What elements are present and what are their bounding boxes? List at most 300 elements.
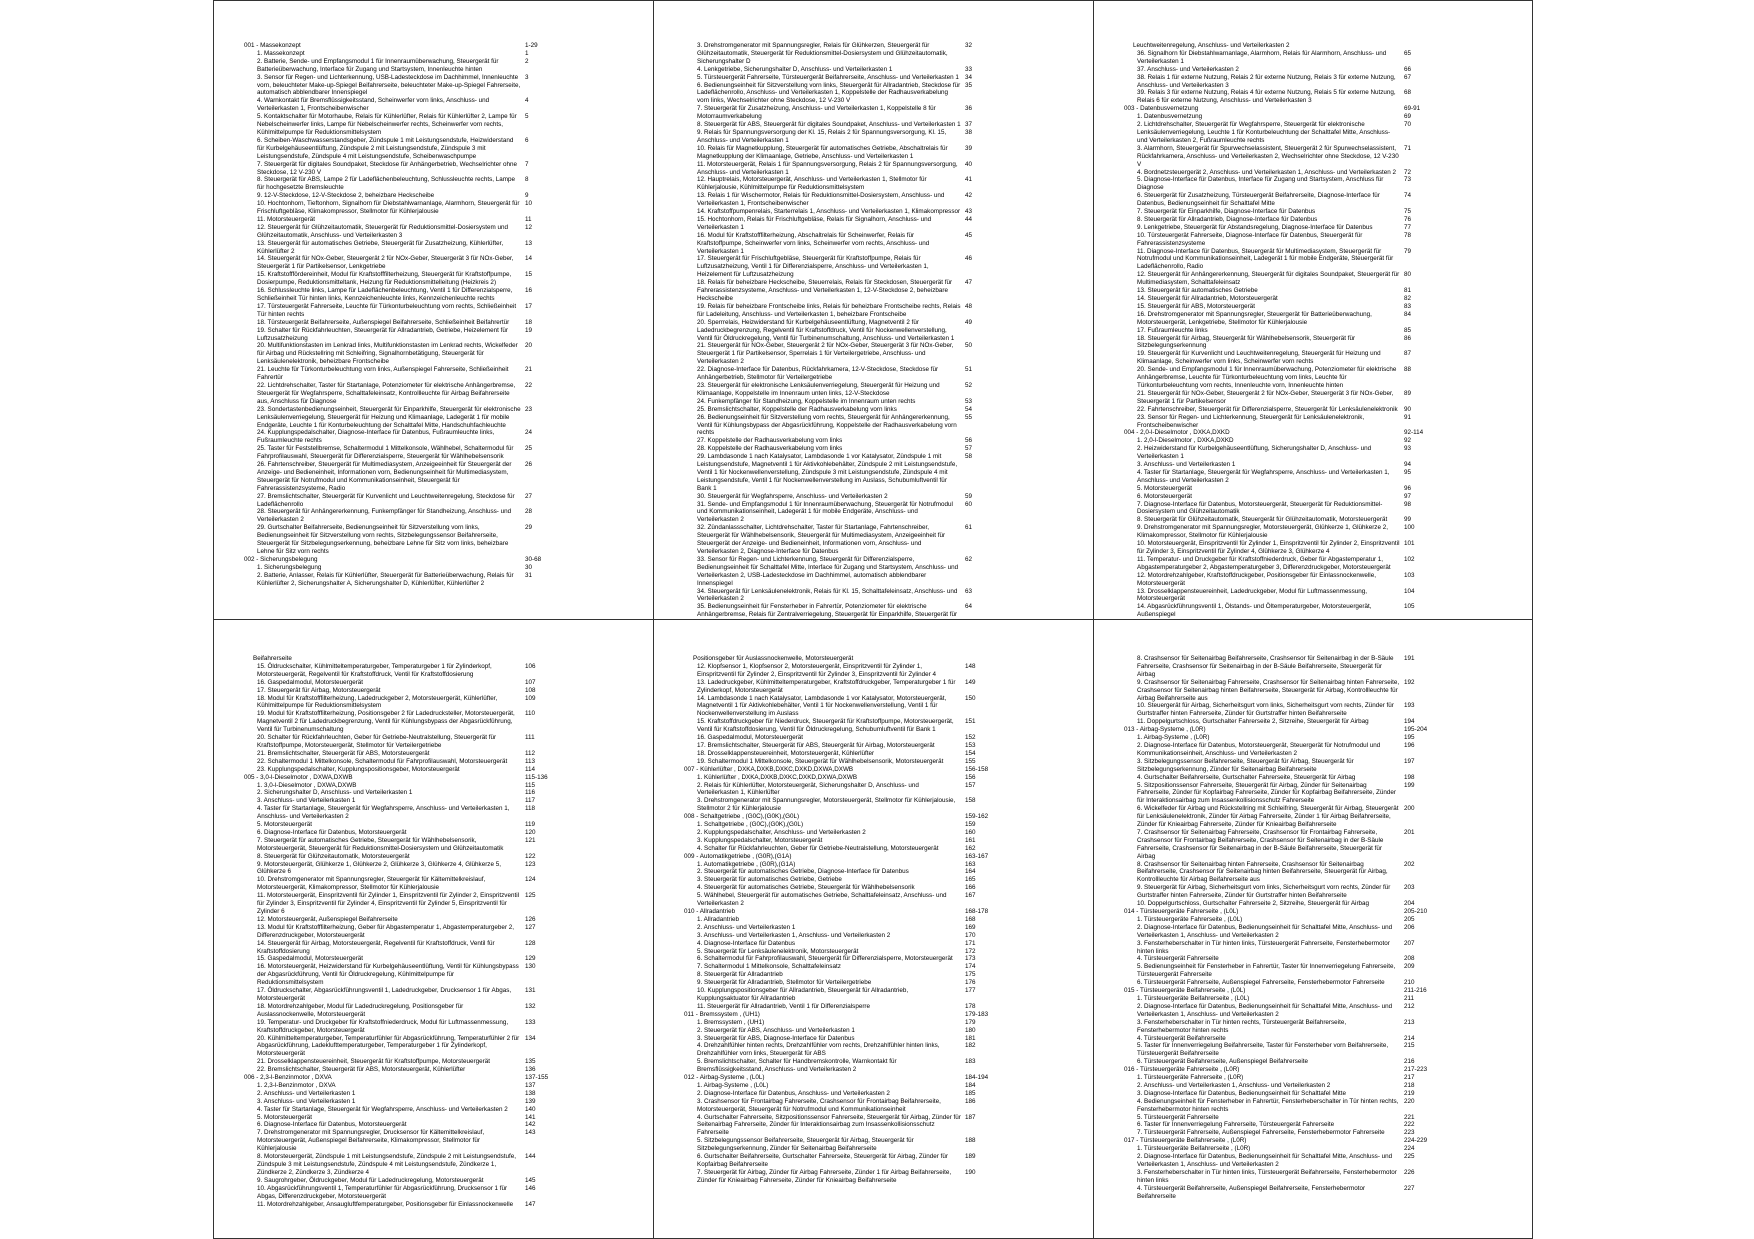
entry-page-number: 45: [965, 231, 973, 239]
toc-entry: [684, 121, 1023, 129]
entry-title: 7. Diagnose-Interface für Datenbus, Motorsteuergerät, Steuergerät für Reduktionsmittel-Dosiersystem und Glühzeitautomatik: [1137, 500, 1383, 516]
toc-entry: [1124, 1058, 1462, 1066]
entry-title: 5. Bremslichtschalter, Schalter für Handbremskontrolle, Warnkontakt für Bremsflüssigkeitsstand, Anschluss- und Verteilerkasten 2: [697, 1058, 897, 1074]
toc-entry: [244, 161, 583, 177]
entry-title: 34. Steuergerät für Lenksäulenelektronik, Relais für Kl. 15, Schalttafeleinsatz, Anschluss- und Verteilerkasten 2: [697, 587, 958, 603]
toc-entry: [684, 493, 1023, 501]
toc-entry: [684, 524, 1023, 556]
index-page-3: [1093, 0, 1533, 620]
entry-page-number: 201: [1404, 828, 1415, 836]
entry-page-number: 153: [965, 741, 976, 749]
entry-title: 2. Steuergerät für ABS, Anschluss- und Verteilerkasten 1: [697, 1026, 855, 1034]
entry-title: 001 - Massekonzept: [244, 42, 301, 49]
toc-entry: [684, 655, 1023, 663]
entry-page-number: 26: [525, 461, 533, 469]
entry-title: 8. Crashsensor für Seitenairbag hinten Fahrerseite, Crashsensor für Seitenairbag Beifahrerseite, Crashsensor für Seitenairbag hinten Beifahrerseite, Steuergerät für Airbag, Kontrollleuchte für Airbag Beifahrerseite aus: [1137, 860, 1388, 884]
entry-title: 002 - Sicherungsbelegung: [244, 555, 318, 563]
toc-entry: [244, 758, 583, 766]
entry-title: 1. Türsteuergeräte Fahrerseite , (L0R): [1137, 1074, 1244, 1082]
entry-title: 15. Öldruckschalter, Kühlmitteltemperaturgeber, Temperaturgeber 1 für Zylinderkopf, Motorsteuergerät, Regelventil für Kraftstoffdruck, Ventil für Kraftstoffdosierung: [257, 662, 492, 678]
entry-title: 2. Batterie, Sende- und Empfangsmodul 1 für Innenraumüberwachung, Steuergerät für Batterieüberwachung, Interface für Zugang und Startsystem, Innenleuchte hinten: [257, 57, 499, 73]
entry-title: 3. Sensor für Regen- und Lichterkennung, USB-Ladesteckdose im Dachhimmel, Innenleuchte vorn, beleuchteter Make-up-Spiegel Beifahrerseite, beleuchteter Make-up-Spiegel Fahrerseite, automatisch abblendbarer Innenspiegel: [257, 73, 521, 97]
toc-entry: [684, 734, 1023, 742]
toc-entry: [244, 1066, 583, 1074]
entry-title: 19. Modul für Kraftstofffilterheizung, Positionsgeber 2 für Ladedrucksteller, Motorsteuergerät, Magnetventil 2 für Ladedruckbegrenzung, Ventil für Kühlungsbypass der Abgasrückführung, Ventil für Turbinenumschaltung: [257, 710, 515, 734]
entry-title: 2. Diagnose-Interface für Datenbus, Bedienungseinheit für Schalttafel Mitte, Anschluss- und Verteilerkasten 1, Anschluss- und Verteilerkasten 2: [1137, 923, 1393, 939]
toc-entry: [684, 916, 1023, 924]
entry-title: 9. Crashsensor für Seitenairbag Fahrerseite, Crashsensor für Seitenairbag hinten Fahrerseite, Crashsensor für Seitenairbag hinten Beifahrerseite, Steuergerät für Airbag, Kontrollleuchte für Airbag Beifahrerseite aus: [1137, 678, 1400, 702]
toc-entry: [1124, 524, 1462, 540]
entry-title: 8. Crashsensor für Seitenairbag Beifahrerseite, Crashsensor für Seitenairbag in der B-Säule Fahrerseite, Crashsensor für Seitenairbag in der B-Säule Beifahrerseite, Steuergerät für Airbag: [1137, 655, 1394, 678]
entry-title: 7. Steuergerät für Zusatzheizung, Anschluss- und Verteilerkasten 1, Koppelstelle 8 für Motorraumverkabelung: [697, 105, 936, 121]
toc-entry: [244, 734, 583, 750]
toc-entry: [244, 445, 583, 461]
entry-title: 3. Drehstromgenerator mit Spannungsregler, Motorsteuergerät, Stellmotor für Kühlerjalousie, Stellmotor 2 für Kühlerjalousie: [697, 797, 956, 813]
toc-entry: [1124, 916, 1462, 924]
entry-title: 4. Schalter für Rückfahrleuchten, Geber für Getriebe-Neutralstellung, Motorsteuergerät: [697, 844, 939, 852]
entry-page-number: 67: [1404, 73, 1412, 81]
toc-entry: [1124, 469, 1462, 485]
entry-page-number: 175: [965, 971, 976, 979]
entry-page-number: 173: [965, 955, 976, 963]
entry-page-number: 148: [965, 662, 976, 670]
toc-entry: [1124, 1145, 1462, 1153]
entry-page-number: 126: [525, 915, 536, 923]
toc-entry: [1124, 995, 1462, 1003]
entry-page-number: 207: [1404, 939, 1415, 947]
toc-entry: [244, 695, 583, 711]
toc-entry: [244, 303, 583, 319]
entry-page-number: 164: [965, 868, 976, 876]
entry-page-number: 191: [1404, 655, 1415, 662]
toc-entry: [684, 437, 1023, 445]
entry-page-number: 107: [525, 678, 536, 686]
entry-title: 37. Anschluss- und Verteilerkasten 2: [1137, 65, 1239, 73]
entry-title: 009 - Automatikgetriebe , (G0R),(G1A): [684, 852, 792, 860]
toc-entry: [244, 287, 583, 303]
entry-page-number: 48: [965, 302, 973, 310]
toc-entry: [1124, 1114, 1462, 1122]
entry-title: 015 - Türsteuergeräte Beifahrerseite , (L0L): [1124, 987, 1246, 995]
entry-page-number: 27: [525, 492, 533, 500]
entry-page-number: 71: [1404, 144, 1412, 152]
entry-title: 6. Taster für Innenverriegelung Fahrerseite, Türsteuergerät Fahrerseite: [1137, 1121, 1335, 1129]
entry-page-number: 161: [965, 836, 976, 844]
toc-entry: [684, 742, 1023, 750]
entry-title: 14. Steuergerät für Allradantrieb, Motorsteuergerät: [1137, 295, 1278, 302]
entry-title: 13. Drosselklappensteuereinheit, Ladedruckgeber, Modul für Luftmassenmessung, Motorsteuergerät: [1137, 587, 1367, 603]
toc-entry: [244, 821, 583, 829]
entry-page-number: 192: [1404, 678, 1415, 686]
entry-page-number: 10: [525, 200, 533, 208]
entry-page-number: 182: [965, 1042, 976, 1050]
toc-entry: [684, 1035, 1023, 1043]
toc-entry: [684, 556, 1023, 588]
entry-page-number: 63: [965, 587, 973, 595]
toc-entry: [1124, 540, 1462, 556]
toc-entry: [244, 1114, 583, 1122]
entry-page-number: 100: [1404, 524, 1415, 532]
entry-page-number: 158: [965, 797, 976, 805]
entry-title: 22. Lichtdrehschalter, Taster für Startanlage, Potenziometer für elektrische Anhängerbremse, Steuergerät für Wegfahrsperre, Schalttafeleinsatz, Kontrollleuchte für Airbag Beifahrerseite aus, Anschluss für Diagnose: [257, 381, 516, 405]
toc-entry: [684, 1003, 1023, 1011]
entry-page-number: 119: [525, 821, 536, 829]
toc-entry: [1124, 74, 1462, 90]
toc-entry: [244, 829, 583, 837]
toc-entry: [244, 987, 583, 1003]
entry-page-number: 20: [525, 342, 533, 350]
entry-page-number: 61: [965, 524, 973, 532]
entry-title: 3. Steuergerät für automatisches Getriebe, Getriebe: [697, 876, 842, 884]
entry-page-number: 111: [525, 734, 535, 742]
entry-title: 1. 2,0-l-Dieselmotor , DXKA,DXKD: [1137, 437, 1234, 445]
entry-page-number: 68: [1404, 89, 1412, 97]
entry-title: 12. Klopfsensor 1, Klopfsensor 2, Motorsteuergerät, Einspritzventil für Zylinder 1, Einspritzventil für Zylinder 2, Einspritzventil für Zylinder 3, Einspritzventil für Zylinder 4: [697, 662, 937, 678]
entry-page-number: 1: [525, 49, 529, 57]
toc-entry: [244, 240, 583, 256]
entry-page-number: 112: [525, 749, 536, 757]
toc-entry: [684, 1137, 1023, 1153]
toc-entry: [1124, 774, 1462, 782]
entry-page-number: 150: [965, 694, 976, 702]
entry-title: 16. Modul für Kraftstofffilterheizung, Abschaltrelais für Scheinwerfer, Relais für Kraftstoffpumpe, Scheinwerfer vorn links, Scheinwerfer vorn rechts, Anschluss- und Verteilerkasten 1: [697, 231, 930, 255]
toc-entry: [684, 1153, 1023, 1169]
entry-page-number: 179: [965, 1018, 976, 1026]
entry-title: 20. Sperrrelais, Heizwiderstand für Kurbelgehäuseentlüftung, Magnetventil 2 für Ladedruckbegrenzung, Regelventil für Kraftstoffdruck, Ventil für Nockenwellenverstellung, Ventil für Öldruckregelung, Ventil für Turbinenumschaltung, Anschluss- und Verteilerkasten 1: [697, 318, 955, 342]
entry-title: 7. Crashsensor für Seitenairbag Fahrerseite, Crashsensor für Frontairbag Fahrerseite, Crashsensor für Frontairbag Beifahrerseite, Crashsensor für Seitenairbag in der B-Säule Fahrerseite, Crashsensor für Seitenairbag in der B-Säule Beifahrerseite, Steuergerät für Airbag: [1137, 828, 1384, 860]
toc-entry: [244, 876, 583, 892]
toc-entry: [1124, 1082, 1462, 1090]
entry-title: 21. Bremslichtschalter, Steuergerät für ABS, Motorsteuergerät: [257, 749, 430, 757]
entry-title: 4. Türsteuergerät Beifahrerseite, Außenspiegel Beifahrerseite, Fensterhebermotor Beifahrerseite: [1137, 1184, 1366, 1200]
entry-title: 15. Gaspedalmodul, Motorsteuergerät: [257, 955, 364, 963]
toc-entry: [1124, 311, 1462, 327]
toc-entry: [684, 695, 1023, 719]
entry-title: 7. Steuergerät für Airbag, Zünder für Airbag Fahrerseite, Zünder 1 für Airbag Beifahrerseite, Zünder für Knieairbag Fahrerseite, Zünder für Knieairbag Beifahrerseite: [697, 1168, 952, 1184]
entry-title: 3. Steuergerät für ABS, Diagnose-Interface für Datenbus: [697, 1034, 855, 1042]
toc-entry: [1124, 1129, 1462, 1137]
entry-page-number: 166: [965, 884, 976, 892]
entry-title: 16. Motorsteuergerät, Heizwiderstand für Kurbelgehäuseentlüftung, Ventil für Kühlungsbypass der Abgasrückführung, Ventil für Öldruckregelung, Kühlmittelpumpe für Reduktionsmittelsystem: [257, 963, 519, 987]
toc-entry: [1124, 1074, 1462, 1082]
entry-page-number: 30-68: [525, 555, 542, 563]
entry-title: 6. Gurtschalter Beifahrerseite, Gurtschalter Fahrerseite, Steuergerät für Airbag, Zünder für Kopfairbag Beifahrerseite: [697, 1153, 948, 1168]
entry-page-number: 137: [525, 1081, 536, 1089]
entry-title: 18. Motordrehzahlgeber, Modul für Ladedruckregelung, Positionsgeber für Auslassnockenwelle, Motorsteuergerät: [257, 1002, 464, 1018]
entry-page-number: 78: [1404, 231, 1412, 239]
entry-page-number: 190: [965, 1168, 976, 1176]
entry-title: 12. Steuergerät für Anhängererkennung, Steuergerät für digitales Soundpaket, Steuergerät für Multimediasystem, Schalttafeleinsatz: [1137, 271, 1400, 287]
entry-title: 7. Steuergerät für digitales Soundpaket, Steckdose für Anhängerbetrieb, Wechselrichter ohne Steckdose, 12 V-230 V: [257, 160, 517, 176]
entry-page-number: 89: [1404, 389, 1412, 397]
entry-page-number: 114: [525, 765, 536, 773]
entry-title: 3. Crashsensor für Frontairbag Fahrerseite, Crashsensor für Frontairbag Beifahrerseite, Motorsteuergerät, Steuergerät für Notrufmodul und Kommunikationseinheit: [697, 1097, 941, 1113]
toc-entry: [244, 50, 583, 58]
entry-page-number: 127: [525, 923, 536, 931]
entry-page-number: 23: [525, 405, 533, 413]
entry-page-number: 183: [965, 1058, 976, 1066]
toc-entry: [244, 327, 583, 343]
toc-entry: [1124, 588, 1462, 604]
entry-page-number: 133: [525, 1018, 536, 1026]
toc-entry: [1124, 1042, 1462, 1058]
entry-page-number: 151: [965, 718, 976, 726]
toc-entry: [1124, 603, 1462, 619]
entry-title: 25. Taster für Feststellbremse, Schaltermodul 1 Mittelkonsole, Wählhebel, Schaltermodul für Fahrprofilauswahl, Steuergerät für Differenzialsperre, Steuergerät für Wählhebelsensorik: [257, 445, 514, 461]
entry-page-number: 180: [965, 1026, 976, 1034]
chapter-heading: [244, 774, 583, 782]
toc-entry: [244, 1153, 583, 1177]
chapter-heading: [244, 42, 583, 50]
toc-entry: [684, 406, 1023, 414]
toc-entry: [684, 366, 1023, 382]
entry-title: 012 - Airbag-Systeme , (L0L): [684, 1074, 765, 1082]
entry-title: 3. Alarmhorn, Steuergerät für Spurwechselassistent, Steuergerät 2 für Spurwechselassistent, Rückfahrkamera, Anschluss- und Verteilerkasten 2, Wechselrichter ohne Steckdose, 12 V-230 V: [1137, 144, 1399, 168]
entry-page-number: 131: [525, 987, 536, 995]
entry-title: 013 - Airbag-Systeme , (L0R): [1124, 726, 1206, 734]
entry-title: 4. Steuergerät für automatisches Getriebe, Steuergerät für Wählhebelsensorik: [697, 884, 915, 892]
entry-title: 9. 12-V-Steckdose, 12-V-Steckdose 2, beheizbare Heckscheibe: [257, 192, 435, 200]
entry-page-number: 223: [1404, 1129, 1415, 1137]
toc-entry: [1124, 556, 1462, 572]
entry-page-number: 72: [1404, 168, 1412, 176]
entry-page-number: 213: [1404, 1018, 1415, 1026]
toc-entry: [244, 319, 583, 327]
entry-page-number: 13: [525, 239, 533, 247]
entry-title: 30. Steuergerät für Wegfahrsperre, Anschluss- und Verteilerkasten 2: [697, 492, 888, 500]
entry-page-number: 120: [525, 828, 536, 836]
toc-entry: [684, 932, 1023, 940]
entry-page-number: 202: [1404, 860, 1415, 868]
entry-page-number: 40: [965, 160, 973, 168]
toc-entry: [244, 924, 583, 940]
toc-entry: [244, 955, 583, 963]
entry-title: 16. Gaspedalmodul, Motorsteuergerät: [697, 734, 804, 742]
entry-page-number: 7: [525, 160, 529, 168]
toc-entry: [684, 868, 1023, 876]
entry-page-number: 38: [965, 128, 973, 136]
entry-title: 7. Schaltermodul 1 Mittelkonsole, Schalttafeleinsatz: [697, 963, 841, 971]
toc-entry: [244, 750, 583, 758]
toc-entry: [684, 303, 1023, 319]
chapter-heading: [244, 1074, 583, 1082]
entry-title: 3. Diagnose-Interface für Datenbus, Bedienungseinheit für Schalttafel Mitte: [1137, 1089, 1346, 1097]
entry-title: 24. Kupplungspedalschalter, Diagnose-Interface für Datenbus, Fußraumleuchte links, Fußraumleuchte rechts: [257, 429, 495, 445]
toc-entry: [684, 948, 1023, 956]
entry-page-number: 11: [525, 215, 532, 223]
toc-entry: [1124, 145, 1462, 169]
entry-title: 1. Kühlerlüfter , DXKA,DXKB,DXKC,DXKD,DXWA,DXWB: [697, 773, 858, 781]
toc-list: [244, 42, 583, 588]
entry-title: 1. Türsteuergeräte Beifahrerseite , (L0R): [1137, 1145, 1251, 1153]
entry-page-number: 159-162: [965, 813, 989, 821]
entry-title: 39. Relais 3 für externe Nutzung, Relais 4 für externe Nutzung, Relais 5 für externe Nutzung, Relais 6 für externe Nutzung, Anschluss- und Verteilerkasten 3: [1137, 89, 1396, 105]
toc-entry: [1124, 50, 1462, 66]
toc-entry: [1124, 121, 1462, 145]
toc-entry: [1124, 216, 1462, 224]
entry-title: 6. Diagnose-Interface für Datenbus, Motorsteuergerät: [257, 1121, 407, 1129]
entry-page-number: 132: [525, 1002, 536, 1010]
entry-title: 17. Fußraumleuchte links: [1137, 326, 1208, 334]
entry-page-number: 2: [525, 57, 529, 65]
entry-title: 003 - Datenbusvernetzung: [1124, 105, 1199, 113]
toc-entry: [1124, 1035, 1462, 1043]
index-page-1: [213, 0, 654, 620]
toc-entry: [1124, 861, 1462, 885]
toc-entry: [244, 710, 583, 734]
entry-page-number: 217: [1404, 1074, 1415, 1082]
entry-title: 006 - 2,3-l-Benzinmotor , DXVA: [244, 1074, 332, 1082]
entry-title: 5. Bedienungseinheit für Fensterheber in Fahrertür, Taster für Innenverriegelung Fahrerseite, Türsteuergerät Fahrerseite: [1137, 963, 1396, 979]
entry-title: 24. Funkempfänger für Standheizung, Koppelstelle im Innenraum unten rechts: [697, 397, 916, 405]
entry-page-number: 65: [1404, 49, 1412, 57]
toc-entry: [244, 782, 583, 790]
entry-title: 6. Steuergerät für Zusatzheizung, Türsteuergerät Beifahrerseite, Diagnose-Interface für Datenbus, Bedienungseinheit für Schalttafel Mitte: [1137, 192, 1380, 208]
entry-page-number: 99: [1404, 516, 1412, 524]
entry-title: 1. Airbag-Systeme , (L0L): [697, 1081, 769, 1089]
entry-title: 6. Wickelfeder für Airbag und Rückstellring mit Schleifring, Steuergerät für Airbag, Steuergerät für Lenksäulenelektronik, Zünder für Airbag Fahrerseite, Zünder 1 für Airbag Beifahrerseite, Zünder für Knieairbag Fahrerseite, Zünder für Knieairbag Beifahrerseite: [1137, 805, 1399, 829]
entry-page-number: 179-183: [965, 1010, 989, 1018]
entry-title: 28. Steuergerät für Anhängererkennung, Funkempfänger für Standheizung, Anschluss- und Verteilerkasten 2: [257, 508, 512, 524]
entry-title: 2. Batterie, Anlasser, Relais für Kühlerlüfter, Steuergerät für Batterieüberwachung, Relais für Kühlerlüfter 2, Sicherungshalter A, Sicherungshalter D, Kühlerlüfter, Kühlerlüfter 2: [257, 571, 514, 587]
toc-entry: [244, 861, 583, 877]
chapter-heading: [1124, 908, 1462, 916]
toc-entry: [684, 66, 1023, 74]
entry-title: 11. Motorsteuergerät, Relais 1 für Spannungsversorgung, Relais 2 für Spannungsversorgung, Anschluss- und Verteilerkasten 1: [697, 160, 958, 176]
chapter-heading: [684, 813, 1023, 821]
entry-page-number: 197: [1404, 757, 1415, 765]
entry-title: 2. Diagnose-Interface für Datenbus, Anschluss- und Verteilerkasten 2: [697, 1089, 890, 1097]
toc-entry: [684, 774, 1023, 782]
entry-title: 16. Gaspedalmodul, Motorsteuergerät: [257, 678, 364, 686]
entry-title: 19. Steuergerät für Kurvenlicht und Leuchtweitenregelung, Steuergerät für Heizung und Klimaanlage, Scheinwerfer vorn links, Scheinwerfer vorn rechts: [1137, 350, 1381, 366]
toc-entry: [684, 42, 1023, 66]
toc-entry: [1124, 979, 1462, 987]
entry-title: 8. Steuergerät für Allradantrieb: [697, 971, 783, 979]
entry-title: 5. Türsteuergerät Fahrerseite, Türsteuergerät Beifahrerseite, Anschluss- und Verteilerkasten 1: [697, 73, 959, 81]
entry-title: 21. Leuchte für Türkonturbeleuchtung vorn links, Außenspiegel Fahrerseite, Schließeinheit Fahrertür: [257, 366, 509, 382]
toc-entry: [244, 461, 583, 493]
entry-title: 26. Fahrtenschreiber, Steuergerät für Multimediasystem, Anzeigeeinheit für Steuergerät der Anzeige- und Bedieneinheit, Informationen vorn, Bedienungseinheit für Multimediasystem, Steuergerät für Notrufmodul und Kommunikationseinheit, Steuergerät für Fahrerassistenzsysteme, Radio: [257, 461, 512, 492]
toc-entry: [684, 1042, 1023, 1058]
toc-entry: [684, 1027, 1023, 1035]
toc-entry: [684, 216, 1023, 232]
entry-page-number: 215: [1404, 1042, 1415, 1050]
chapter-heading: [684, 766, 1023, 774]
toc-entry: [1124, 493, 1462, 501]
entry-title: 5. Sitzpositionssensor Fahrerseite, Steuergerät für Airbag, Zünder für Seitenairbag Fahrerseite, Zünder für Kopfairbag Fahrerseite, Zünder für Kopfairbag Beifahrerseite, Zünder für Interaktionsairbag zum Insassenkollisionsschutz Fahrerseite: [1137, 781, 1397, 805]
entry-page-number: 162: [965, 844, 976, 852]
toc-entry: [244, 508, 583, 524]
toc-entry: [1124, 208, 1462, 216]
toc-entry: [244, 216, 583, 224]
toc-entry: [1124, 445, 1462, 461]
toc-entry: [1124, 406, 1462, 414]
toc-entry: [1124, 805, 1462, 829]
entry-page-number: 79: [1404, 247, 1412, 255]
toc-entry: [1124, 655, 1462, 679]
toc-entry: [1124, 224, 1462, 232]
toc-entry: [1124, 718, 1462, 726]
index-page-4: [213, 619, 654, 1239]
entry-page-number: 206: [1404, 923, 1415, 931]
toc-entry: [1124, 232, 1462, 248]
toc-entry: [684, 797, 1023, 813]
entry-page-number: 168: [965, 915, 976, 923]
entry-title: 15. Hochtonhorn, Relais für Frischluftgebläse, Relais für Signalhorn, Anschluss- und Verteilerkasten 1: [697, 215, 932, 231]
entry-title: 13. Ladedruckgeber, Kühlmitteltemperaturgeber, Kraftstoffdruckgeber, Temperaturgeber 1 für Zylinderkopf, Motorsteuergerät: [697, 678, 956, 694]
toc-entry: [244, 58, 583, 74]
entry-title: 017 - Türsteuergeräte Beifahrerseite , (L0R): [1124, 1137, 1247, 1145]
entry-page-number: 163-167: [965, 852, 989, 860]
toc-entry: [244, 1090, 583, 1098]
toc-entry: [684, 829, 1023, 837]
entry-title: 15. Steuergerät für ABS, Motorsteuergerät: [1137, 302, 1255, 310]
entry-title: 23. Steuergerät für elektronische Lenksäulenverriegelung, Steuergerät für Heizung und Klimaanlage, Koppelstelle im Innenraum unten links, 12-V-Steckdose: [697, 381, 940, 397]
entry-page-number: 187: [965, 1113, 976, 1121]
entry-title: 3. Anschluss- und Verteilerkasten 1: [257, 797, 356, 805]
entry-title: 18. Relais für beheizbare Heckscheibe, Steuerrelais, Relais für Steckdosen, Steuergerät für Fahrerassistenzsysteme, Anschluss- und Verteilerkasten 1, 12-V-Steckdose 2, beheizbare Heckscheibe: [697, 279, 953, 302]
entry-page-number: 155: [965, 757, 976, 765]
document-sheet: [213, 0, 1533, 1239]
toc-entry: [684, 1082, 1023, 1090]
toc-entry: [244, 564, 583, 572]
entry-title: 008 - Schaltgetriebe , (G0C),(G0K),(G0L): [684, 813, 800, 821]
entry-title: 014 - Türsteuergeräte Fahrerseite , (L0L): [1124, 908, 1239, 915]
entry-page-number: 205: [1404, 915, 1415, 923]
toc-entry: [1124, 963, 1462, 979]
entry-page-number: 211-216: [1404, 987, 1427, 995]
entry-page-number: 74: [1404, 192, 1412, 200]
entry-page-number: 8: [525, 176, 529, 184]
entry-page-number: 15: [525, 271, 533, 279]
entry-title: 35. Bedienungseinheit für Fensterheber in Fahrertür, Potenziometer für elektrische Anhängerbremse, Relais für Zentralverriegelung, Steuergerät für Einparkhilfe, Steuergerät für: [697, 603, 958, 619]
entry-page-number: 113: [525, 757, 536, 765]
toc-entry: [244, 1129, 583, 1153]
toc-entry: [1124, 390, 1462, 406]
entry-page-number: 137-155: [525, 1074, 549, 1082]
entry-page-number: 225: [1404, 1153, 1415, 1161]
entry-title: 4. Bedienungseinheit für Fensterheber in Fahrertür, Fensterheberschalter in Tür hinten rechts, Fensterhebermotor hinten rechts: [1137, 1097, 1399, 1113]
toc-entry: [244, 382, 583, 406]
toc-entry: [684, 1019, 1023, 1027]
entry-title: 4. Türsteuergerät Beifahrerseite: [1137, 1034, 1226, 1042]
chapter-heading: [1124, 726, 1462, 734]
entry-page-number: 167: [965, 892, 976, 900]
chapter-heading: [684, 908, 1023, 916]
toc-entry: [244, 679, 583, 687]
entry-title: 10. Doppelgurtschloss, Gurtschalter Fahrerseite 2, Sitzreihe, Steuergerät für Airbag: [1137, 900, 1370, 908]
entry-page-number: 203: [1404, 884, 1415, 892]
entry-page-number: 69-91: [1404, 105, 1421, 113]
toc-entry: [1124, 1098, 1462, 1114]
entry-page-number: 195-204: [1404, 726, 1428, 734]
entry-page-number: 35: [965, 81, 973, 89]
entry-title: 1. Türsteuergeräte Beifahrerseite , (L0L): [1137, 994, 1250, 1002]
chapter-heading: [1124, 105, 1462, 113]
toc-entry: [1124, 113, 1462, 121]
chapter-heading: [1124, 1137, 1462, 1145]
toc-entry: [1124, 1153, 1462, 1169]
entry-page-number: 184: [965, 1081, 976, 1089]
entry-title: 6. Scheiben-Waschwasserstandsgeber, Zündspule 1 mit Leistungsendstufe, Heizwiderstand für Kurbelgehäuseentlüftung, Zündspule 2 mit Leistungsendstufe, Zündspule 3 mit Leistungsendstufe, Zündspule 4 mit Leistungsendstufe, Scheibenwaschpumpe: [257, 136, 514, 160]
entry-page-number: 47: [965, 279, 973, 287]
entry-page-number: 156: [965, 773, 976, 781]
toc-entry: [244, 655, 583, 663]
entry-title: 6. Türsteuergerät Fahrerseite, Außenspiegel Fahrerseite, Fensterhebermotor Fahrerseite: [1137, 979, 1385, 987]
entry-title: 18. Steuergerät für Airbag, Steuergerät für Wählhebelsensorik, Steuergerät für Sitzbelegungserkennung: [1137, 334, 1356, 350]
toc-entry: [244, 137, 583, 161]
